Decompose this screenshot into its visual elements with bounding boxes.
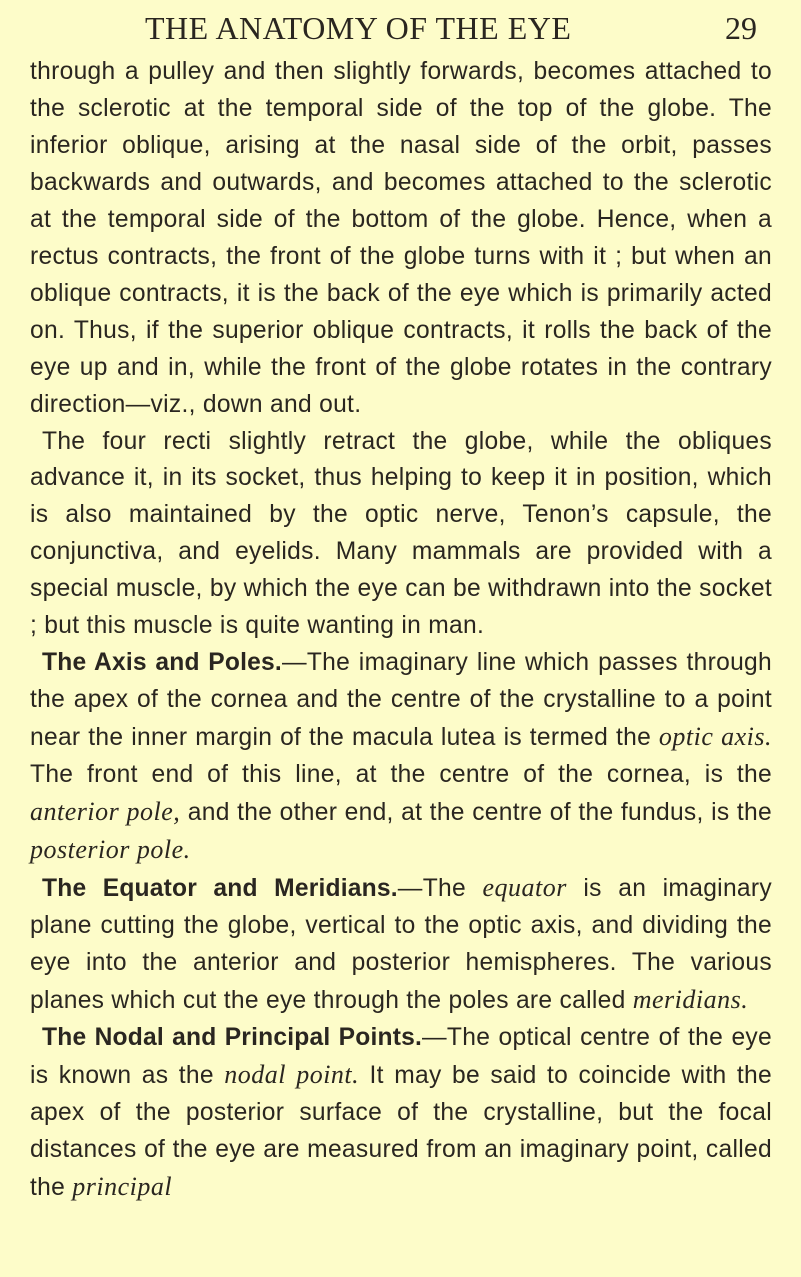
paragraph-nodal-principal-points bbox=[30, 1020, 772, 1207]
italic-term: anterior pole, bbox=[30, 797, 181, 827]
paragraph-oblique-muscles bbox=[30, 54, 772, 424]
section-heading: The Axis and Poles. bbox=[42, 649, 282, 677]
italic-term: optic axis. bbox=[658, 722, 772, 752]
italic-term: posterior pole. bbox=[30, 835, 191, 865]
paragraph-text: The four recti slightly retract the globe, while the obliques advance it, in its socket, thus helping to keep it in position, which is also maintained by the optic nerve, Tenon’s capsule, the conjunctiva, and eyelids. Many mammals are provided with a special muscle, by which the eye can be withdrawn into the socket ; but this muscle is quite wanting in man. bbox=[30, 427, 772, 640]
paragraph-text: —The optical centre of the eye is known as the bbox=[30, 1023, 773, 1089]
paragraph-text: It may be said to coincide with the apex of the posterior surface of the crystalline, but the focal distances of the eye are measured from an imaginary point, called the bbox=[30, 1061, 773, 1201]
paragraph-text: —The bbox=[397, 874, 483, 902]
paragraph-text: is an imaginary plane cutting the globe, vertical to the optic axis, and dividing the eye into the anterior and posterior hemispheres. The various planes which cut the eye through the poles are called bbox=[30, 874, 772, 1014]
section-heading: The Equator and Meridians. bbox=[42, 874, 398, 902]
paragraph-axis-and-poles bbox=[30, 645, 772, 870]
italic-term: equator bbox=[482, 872, 567, 902]
paragraph-equator-meridians bbox=[30, 870, 772, 1020]
paragraph-text: through a pulley and then slightly forwards, becomes attached to the sclerotic at the temporal side of the top of the globe. The inferior oblique, arising at the nasal side of the orbit, passes backwards and outwards, and becomes attached to the sclerotic at the temporal side of the bottom of the globe. Hence, when a rectus contracts, the front of the globe turns with it ; but when an oblique contracts, it is the back of the eye which is primarily acted on. Thus, if the superior oblique contracts, it rolls the back of the eye up and in, while the front of the globe rotates in the contrary direction—viz., down and out. bbox=[30, 58, 772, 418]
paragraph-text: The front end of this line, at the centre of the cornea, is the bbox=[30, 761, 772, 789]
chapter-title: THE ANATOMY OF THE EYE bbox=[145, 10, 572, 46]
paragraph-text: and the other end, at the centre of the fundus, is the bbox=[180, 799, 772, 827]
paragraph-recti bbox=[30, 424, 772, 646]
paragraph-text: —The imaginary line which passes through the apex of the cornea and the centre of the crystalline to a point near the inner margin of the macula lutea is termed the bbox=[30, 649, 773, 752]
body-text bbox=[30, 54, 772, 1207]
italic-term: principal bbox=[72, 1171, 173, 1201]
running-head bbox=[0, 8, 801, 48]
italic-term: nodal point. bbox=[224, 1059, 360, 1089]
italic-term: meridians. bbox=[632, 984, 749, 1014]
section-heading: The Nodal and Principal Points. bbox=[42, 1023, 423, 1051]
page-number: 29 bbox=[725, 10, 757, 46]
